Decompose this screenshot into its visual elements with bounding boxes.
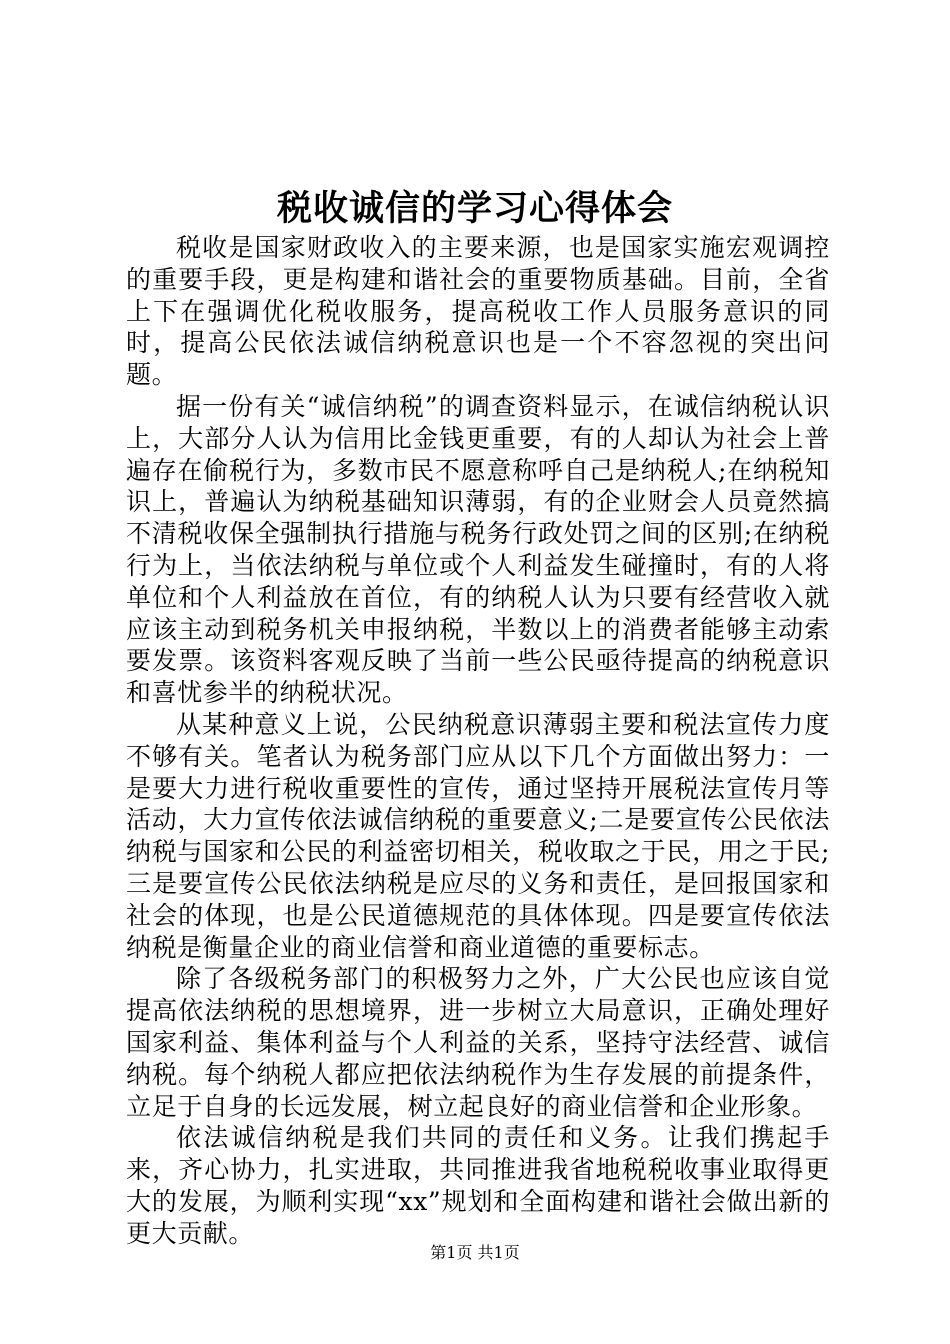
- paragraph-2: 据一份有关“诚信纳税”的调查资料显示，在诚信纳税认识上，大部分人认为信用比金钱更重要，有的人却认为社会上普遍存在偷税行为，多数市民不愿意称呼自己是纳税人;在纳税知识上，普遍认为纳税基础知识薄弱，有的企业财会人员竟然搞不清税收保全强制执行措施与税务行政处罚之间的区别;在纳税行为上，当依法纳税与单位或个人利益发生碰撞时，有的人将单位和个人利益放在首位，有的纳税人认为只要有经营收入就应该主动到税务机关申报纳税，半数以上的消费者能够主动索要发票。该资料客观反映了当前一些公民亟待提高的纳税意识和喜忧参半的纳税状况。: [126, 391, 830, 708]
- document-title: 税收诚信的学习心得体会: [276, 188, 673, 229]
- paragraph-5: 依法诚信纳税是我们共同的责任和义务。让我们携起手来，齐心协力，扎实进取，共同推进我省地税税收事业取得更大的发展，为顺利实现“xx”规划和全面构建和谐社会做出新的更大贡献。: [126, 1123, 830, 1248]
- paragraph-1: 税收是国家财政收入的主要来源，也是国家实施宏观调控的重要手段，更是构建和谐社会的重要物质基础。目前，全省上下在强调优化税收服务，提高税收工作人员服务意识的同时，提高公民依法诚信纳税意识也是一个不容忽视的突出问题。: [126, 233, 830, 390]
- paragraph-3: 从某种意义上说，公民纳税意识薄弱主要和税法宣传力度不够有关。笔者认为税务部门应从以下几个方面做出努力：一是要大力进行税收重要性的宣传，通过坚持开展税法宣传月等活动，大力宣传依法诚信纳税的重要意义;二是要宣传公民依法纳税与国家和公民的利益密切相关，税收取之于民，用之于民;三是要宣传公民依法纳税是应尽的义务和责任，是回报国家和社会的体现，也是公民道德规范的具体体现。四是要宣传依法纳税是衡量企业的商业信誉和商业道德的重要标志。: [126, 709, 830, 962]
- page-footer: 第1页 共1页: [430, 1243, 520, 1262]
- paragraph-4: 除了各级税务部门的积极努力之外，广大公民也应该自觉提高依法纳税的思想境界，进一步树立大局意识，正确处理好国家利益、集体利益与个人利益的关系，坚持守法经营、诚信纳税。每个纳税人都应把依法纳税作为生存发展的前提条件，立足于自身的长远发展，树立起良好的商业信誉和企业形象。: [126, 964, 830, 1121]
- document-body: [126, 232, 830, 1250]
